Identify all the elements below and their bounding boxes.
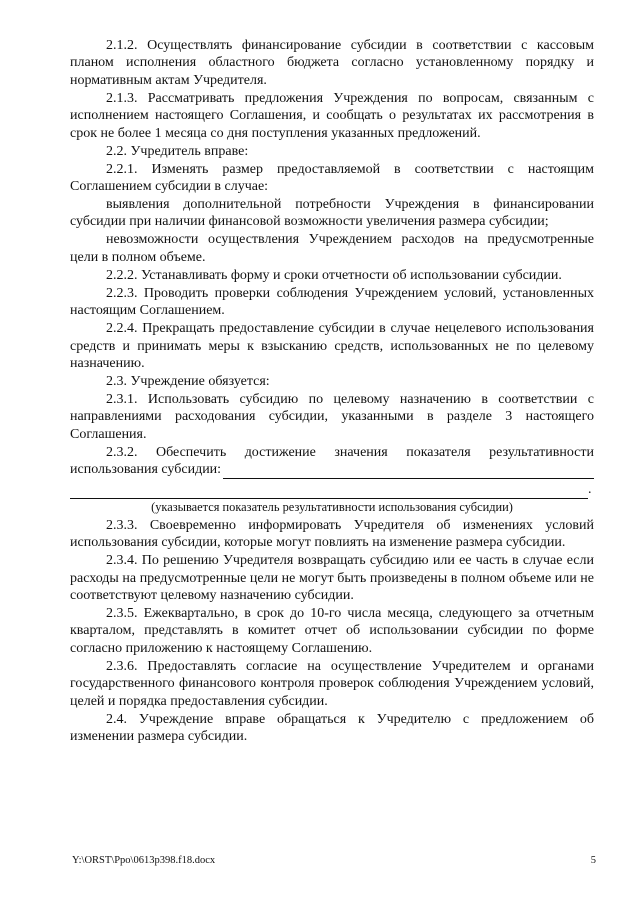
indicator-fill-line-2 [70,484,588,499]
clause-2-3-3: 2.3.3. Своевременно информировать Учредителя об изменениях условий использования субсидии, которые могут повлиять на изменение размера субсидии. [70,517,594,551]
clause-2-3-2: 2.3.2. Обеспечить достижение значения показателя результативности [106,444,594,460]
clause-2-3-1: 2.3.1. Использовать субсидию по целевому назначению в соответствии с направлениями расходования субсидии, указанными в разделе 3 настоящего Соглашения. [70,392,594,442]
clause-2-4: 2.4. Учреждение вправе обращаться к Учредителю с предложением об изменении размера субсидии. [70,711,594,744]
clause-2-2-1: 2.2.1. Изменять размер предоставляемой в соответствии с настоящим Соглашением субсидии в случае: [70,161,594,195]
clause-2-2-1-case-b: невозможности осуществления Учреждением расходов на предусмотренные цели в полном объеме. [70,232,594,265]
page-number: 5 [590,855,596,866]
clause-2-1-2: 2.1.2. Осуществлять финансирование субсидии в соответствии с кассовым планом исполнения областного бюджета согласно установленному порядку и нормативным актам Учредителя. [70,38,594,88]
clause-2-2-heading: 2.2. Учредитель вправе: [106,143,249,159]
indicator-fill-period: . [588,482,592,498]
indicator-fill-line [223,464,594,479]
indicator-caption: (указывается показатель результативности использования субсидии) [151,499,513,514]
clause-2-3-2-fill-row [70,461,594,478]
indicator-fill-row-2 [70,481,594,499]
clause-2-3-4: 2.3.4. По решению Учредителя возвращать субсидию или ее часть в случае если расходы на предусмотренные цели не могут быть произведены в полном объеме или не соответствуют целевому назначению субсидии. [70,553,594,603]
clause-2-1-3: 2.1.3. Рассматривать предложения Учреждения по вопросам, связанным с исполнением настоящего Соглашения, и сообщать о результатах их рассмотрения в срок не более 1 месяца со дня поступления указанных предложений. [70,90,594,141]
clause-2-3-2-lead: использования субсидии: [70,462,222,478]
clause-2-3-heading: 2.3. Учреждение обязуется: [106,374,270,390]
clause-2-2-2: 2.2.2. Устанавливать форму и сроки отчетности об использовании субсидии. [106,267,562,283]
footer-file-path: Y:\ORST\Ppo\0613p398.f18.docx [72,855,216,866]
clause-2-3-5: 2.3.5. Ежеквартально, в срок до 10-го числа месяца, следующего за отчетным кварталом, представлять в комитет отчет об использовании субсидии по форме согласно приложению к настоящему Соглашению. [70,605,594,656]
clause-2-2-1-case-a: выявления дополнительной потребности Учреждения в финансировании субсидии при наличии финансовой возможности увеличения размера субсидии; [70,197,594,230]
document-body [70,37,594,745]
clause-2-3-6: 2.3.6. Предоставлять согласие на осуществление Учредителем и органами государственного финансового контроля проверок соблюдения Учреждением условий, целей и порядка предоставления субсидии. [70,658,594,709]
clause-2-2-4: 2.2.4. Прекращать предоставление субсидии в случае нецелевого использования средств и принимать меры к взысканию средств, использованных не по целевому назначению. [70,321,594,372]
page-footer [72,855,596,867]
clause-2-2-3: 2.2.3. Проводить проверки соблюдения Учреждением условий, установленных настоящим Соглашением. [70,285,594,319]
